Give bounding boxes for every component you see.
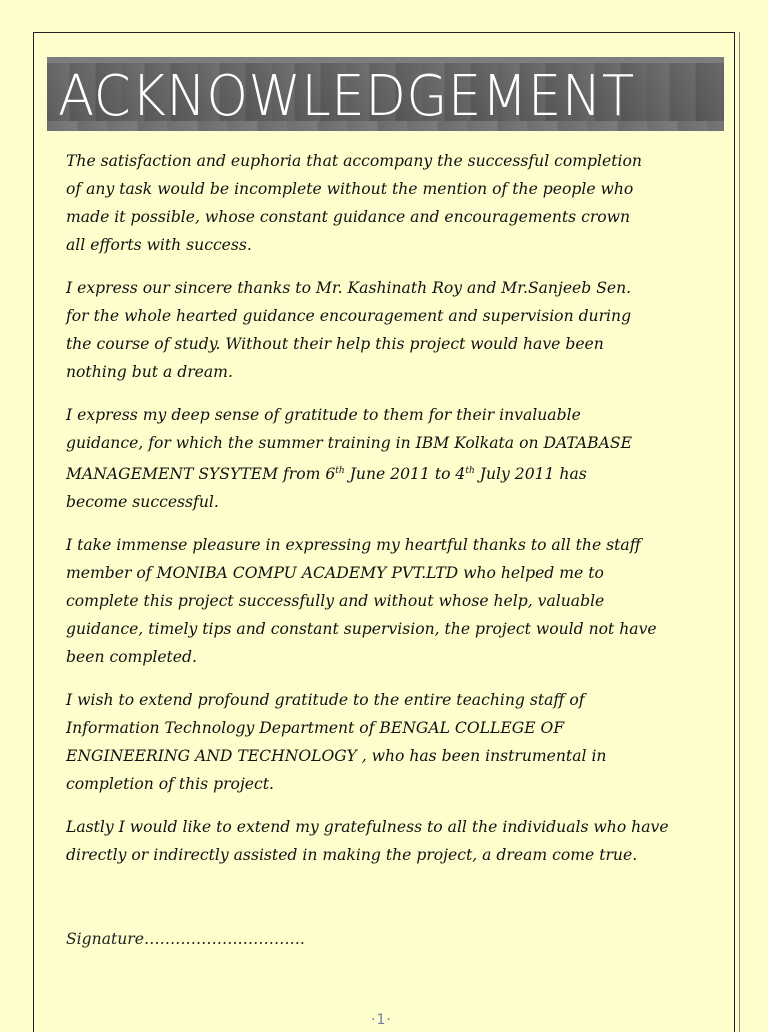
text-line: I wish to extend profound gratitude to the entire teaching staff of — [66, 691, 585, 710]
text-line-segment: June 2011 to 4 — [344, 465, 466, 484]
page-number: ·1· — [371, 1012, 392, 1028]
title-banner — [47, 57, 724, 131]
text-line: become successful. — [66, 493, 219, 512]
signature-line: Signature…………………………. — [66, 930, 305, 948]
page-title: ACKNOWLEDGEMENT — [58, 64, 635, 129]
text-line: I express my deep sense of gratitude to them for their invaluable — [66, 406, 581, 424]
text-line-segment: July 2011 has — [474, 465, 587, 484]
text-line: The satisfaction and euphoria that accompany the successful completion — [66, 152, 642, 170]
paragraph-4 — [66, 531, 716, 671]
text-line: of any task would be incomplete without the mention of the people who — [66, 180, 634, 198]
ordinal-suffix: th — [465, 466, 475, 476]
text-line: I take immense pleasure in expressing my heartful thanks to all the staff — [66, 536, 641, 555]
ordinal-suffix: th — [335, 466, 345, 476]
text-line: completion of this project. — [66, 775, 274, 794]
text-line: made it possible, whose constant guidance and encouragements crown — [66, 208, 631, 226]
text-line: all efforts with success. — [66, 236, 252, 254]
text-line: ENGINEERING AND TECHNOLOGY , who has been instrumental in — [66, 747, 607, 766]
text-line: I express our sincere thanks to Mr. Kashinath Roy and Mr.Sanjeeb Sen. — [66, 279, 632, 297]
text-line: the course of study. Without their help this project would have been — [66, 335, 604, 353]
acknowledgement-body — [66, 147, 716, 884]
text-line: nothing but a dream. — [66, 363, 233, 381]
paragraph-1 — [66, 147, 716, 259]
text-line: for the whole hearted guidance encouragement and supervision during — [66, 307, 632, 325]
text-line: been completed. — [66, 648, 197, 667]
text-line: complete this project successfully and without whose help, valuable — [66, 592, 605, 611]
paragraph-3 — [66, 401, 716, 516]
page-border-shadow — [739, 32, 740, 1032]
text-line-segment: MANAGEMENT SYSYTEM from 6 — [66, 465, 336, 484]
paragraph-5 — [66, 686, 716, 798]
text-line: directly or indirectly assisted in making the project, a dream come true. — [66, 846, 638, 865]
paragraph-6 — [66, 813, 716, 869]
paragraph-2 — [66, 274, 716, 386]
text-line: guidance, for which the summer training in IBM Kolkata on DATABASE — [66, 434, 632, 452]
text-line: Lastly I would like to extend my gratefulness to all the individuals who have — [66, 818, 669, 837]
text-line: Information Technology Department of BENGAL COLLEGE OF — [66, 719, 565, 738]
text-line: guidance, timely tips and constant supervision, the project would not have — [66, 620, 657, 639]
text-line: member of MONIBA COMPU ACADEMY PVT.LTD who helped me to — [66, 564, 604, 583]
